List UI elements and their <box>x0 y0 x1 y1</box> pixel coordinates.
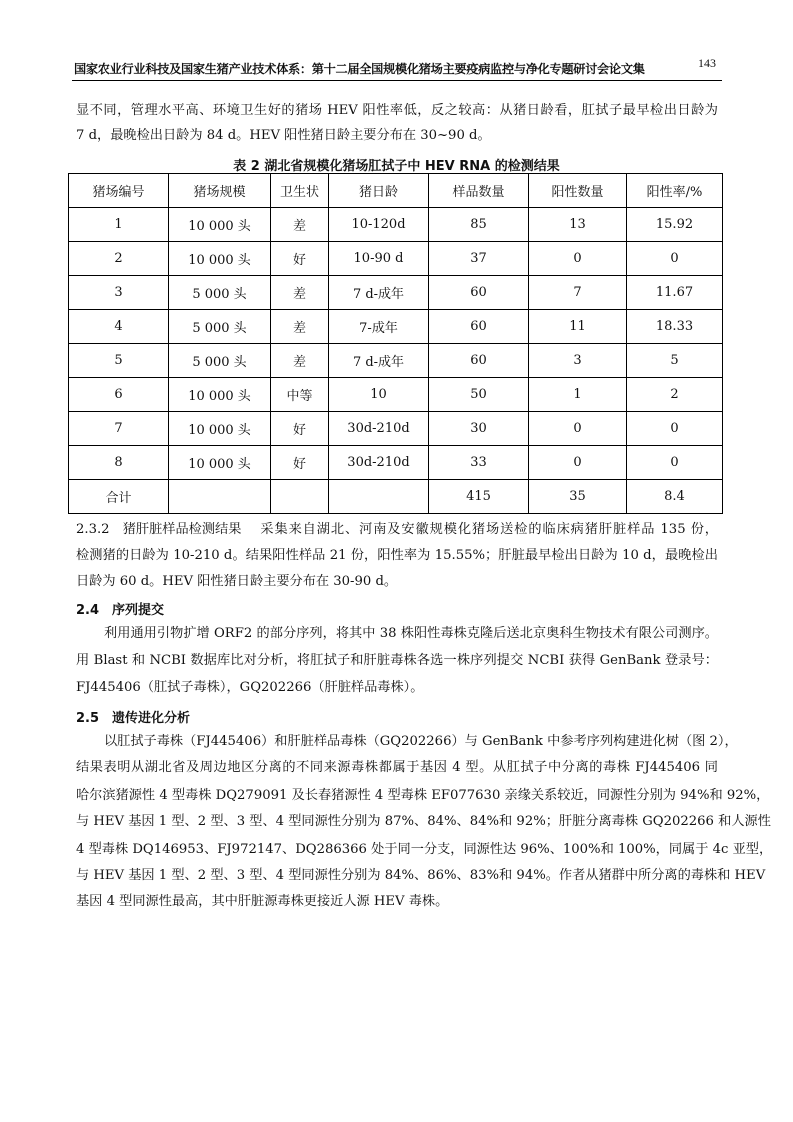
paragraph-line: 2.3.2 猪肝脏样品检测结果 采集来自湖北、河南及安徽规模化猪场送检的临床病猪肝脏样品 135 份， <box>76 522 718 537</box>
running-header: 国家农业行业科技及国家生猪产业技术体系：第十二届全国规模化猪场主要疫病监控与净化专题研讨会论文集 <box>74 62 645 76</box>
table-cell: 好 <box>271 412 329 446</box>
table-row <box>69 344 723 378</box>
table-row <box>69 208 723 242</box>
paragraph-line: 以肛拭子毒株（FJ445406）和肝脏样品毒株（GQ202266）与 GenBank 中参考序列构建进化树（图 2）， <box>104 734 738 749</box>
section-heading: 2.4 序列提交 <box>76 603 165 618</box>
table-cell: 60 <box>429 310 529 344</box>
paragraph-line: 检测猪的日龄为 10-210 d。结果阳性样品 21 份，阳性率为 15.55%；肝脏最早检出日龄为 10 d，最晚检出 <box>76 548 718 563</box>
table-row <box>69 480 723 514</box>
table-cell: 7-成年 <box>329 310 429 344</box>
table-cell: 差 <box>271 276 329 310</box>
table-cell: 7 d-成年 <box>329 344 429 378</box>
table-cell: 2 <box>627 378 723 412</box>
table-cell: 33 <box>429 446 529 480</box>
table-cell: 35 <box>529 480 627 514</box>
table-cell: 5 <box>627 344 723 378</box>
table-cell: 5 000 头 <box>169 344 271 378</box>
table-cell: 15.92 <box>627 208 723 242</box>
table-cell: 7 <box>529 276 627 310</box>
column-header: 猪场规模 <box>169 174 271 208</box>
table-cell: 18.33 <box>627 310 723 344</box>
paragraph-line: 哈尔滨猪源性 4 型毒株 DQ279091 及长春猪源性 4 型毒株 EF077630 亲缘关系较近，同源性分别为 94%和 92%， <box>76 788 770 803</box>
table-cell: 11.67 <box>627 276 723 310</box>
table-cell: 10-90 d <box>329 242 429 276</box>
section-heading: 2.5 遗传进化分析 <box>76 711 191 726</box>
paragraph-line: 4 型毒株 DQ146953、FJ972147、DQ286366 处于同一分支，同源性达 96%、100%和 100%，同属于 4c 亚型， <box>76 842 773 857</box>
table-cell <box>329 480 429 514</box>
column-header: 卫生状 <box>271 174 329 208</box>
table-cell: 10-120d <box>329 208 429 242</box>
table-cell: 合计 <box>69 480 169 514</box>
table-cell: 6 <box>69 378 169 412</box>
table-cell: 中等 <box>271 378 329 412</box>
subsection-heading: 2.3.2 猪肝脏样品检测结果 <box>76 522 242 537</box>
table-cell: 1 <box>69 208 169 242</box>
table-cell: 30 <box>429 412 529 446</box>
paragraph-line: 与 HEV 基因 1 型、2 型、3 型、4 型同源性分别为 87%、84%、84%和 92%；肝脏分离毒株 GQ202266 和人源性 <box>76 814 771 829</box>
table-cell: 415 <box>429 480 529 514</box>
table-row <box>69 412 723 446</box>
table-cell: 10 000 头 <box>169 412 271 446</box>
table-cell: 60 <box>429 344 529 378</box>
table-cell: 0 <box>627 412 723 446</box>
paragraph-line: 日龄为 60 d。HEV 阳性猪日龄主要分布在 30-90 d。 <box>76 574 398 589</box>
results-table <box>68 173 723 514</box>
table-cell: 4 <box>69 310 169 344</box>
column-header: 阳性数量 <box>529 174 627 208</box>
table-cell: 30d-210d <box>329 412 429 446</box>
column-header: 猪场编号 <box>69 174 169 208</box>
table-cell: 13 <box>529 208 627 242</box>
paragraph-line: 基因 4 型同源性最高，其中肝脏源毒株更接近人源 HEV 毒株。 <box>76 894 449 909</box>
table-cell: 30d-210d <box>329 446 429 480</box>
table-cell: 差 <box>271 208 329 242</box>
table-cell: 3 <box>69 276 169 310</box>
table-header-row <box>69 174 723 208</box>
table-cell: 好 <box>271 242 329 276</box>
table-cell: 5 000 头 <box>169 310 271 344</box>
paragraph-line: 7 d，最晚检出日龄为 84 d。HEV 阳性猪日龄主要分布在 30~90 d。 <box>76 128 491 143</box>
paragraph-line: 结果表明从湖北省及周边地区分离的不同来源毒株都属于基因 4 型。从肛拭子中分离的毒株 FJ445406 同 <box>76 760 718 775</box>
table-cell: 0 <box>627 446 723 480</box>
table-cell: 7 <box>69 412 169 446</box>
paragraph-line: 用 Blast 和 NCBI 数据库比对分析，将肛拭子和肝脏毒株各选一株序列提交 NCBI 获得 GenBank 登录号： <box>76 653 718 668</box>
table-cell: 10 <box>329 378 429 412</box>
paragraph-line: 利用通用引物扩增 ORF2 的部分序列，将其中 38 株阳性毒株克隆后送北京奥科生物技术有限公司测序。 <box>104 626 718 641</box>
table-row <box>69 446 723 480</box>
table-cell <box>271 480 329 514</box>
table-cell: 0 <box>529 242 627 276</box>
table-cell: 85 <box>429 208 529 242</box>
paragraph-line: 显不同，管理水平高、环境卫生好的猪场 HEV 阳性率低，反之较高：从猪日龄看，肛拭子最早检出日龄为 <box>76 103 718 118</box>
table-cell: 8 <box>69 446 169 480</box>
table-cell: 60 <box>429 276 529 310</box>
table-cell: 好 <box>271 446 329 480</box>
table-row <box>69 276 723 310</box>
table-cell: 0 <box>529 412 627 446</box>
table-row <box>69 310 723 344</box>
table-cell <box>169 480 271 514</box>
table-cell: 50 <box>429 378 529 412</box>
paragraph-line: 与 HEV 基因 1 型、2 型、3 型、4 型同源性分别为 84%、86%、83%和 94%。作者从猪群中所分离的毒株和 HEV <box>76 868 766 883</box>
table-row <box>69 242 723 276</box>
paragraph-line: FJ445406（肛拭子毒株），GQ202266（肝脏样品毒株）。 <box>76 680 424 695</box>
table-cell: 差 <box>271 310 329 344</box>
table-title: 表 2 湖北省规模化猪场肛拭子中 HEV RNA 的检测结果 <box>233 159 560 174</box>
table-cell: 差 <box>271 344 329 378</box>
header-rule <box>72 80 722 81</box>
table-cell: 3 <box>529 344 627 378</box>
table-cell: 2 <box>69 242 169 276</box>
table-cell: 11 <box>529 310 627 344</box>
table-cell: 37 <box>429 242 529 276</box>
column-header: 猪日龄 <box>329 174 429 208</box>
table-cell: 10 000 头 <box>169 378 271 412</box>
table-cell: 5 <box>69 344 169 378</box>
table-cell: 0 <box>529 446 627 480</box>
column-header: 样品数量 <box>429 174 529 208</box>
table-cell: 10 000 头 <box>169 242 271 276</box>
table-cell: 8.4 <box>627 480 723 514</box>
table-cell: 0 <box>627 242 723 276</box>
page-number: 143 <box>698 56 716 70</box>
table-cell: 5 000 头 <box>169 276 271 310</box>
table-row <box>69 378 723 412</box>
table-cell: 10 000 头 <box>169 446 271 480</box>
table-cell: 1 <box>529 378 627 412</box>
table-cell: 10 000 头 <box>169 208 271 242</box>
column-header: 阳性率/% <box>627 174 723 208</box>
table-cell: 7 d-成年 <box>329 276 429 310</box>
